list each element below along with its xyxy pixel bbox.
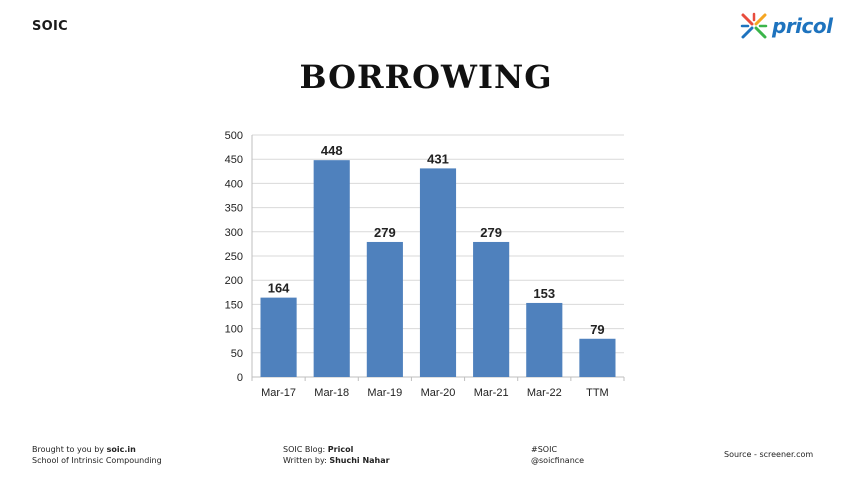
y-tick-label: 200 (224, 275, 243, 288)
brought-site-link[interactable]: soic.in (106, 445, 136, 454)
x-tick-label: Mar-18 (314, 387, 350, 399)
x-axis-ticks (261, 387, 609, 399)
blog-prefix: SOIC Blog: (283, 445, 328, 454)
y-tick-label: 350 (224, 202, 243, 215)
bar-mar-22 (526, 303, 562, 377)
data-label: 448 (320, 143, 343, 159)
blog-name: Pricol (327, 445, 354, 454)
bar-mar-19 (367, 242, 403, 377)
brand-label: SOIC (32, 19, 68, 34)
x-tick-label: Mar-17 (261, 387, 296, 399)
page-title: BORROWING (299, 58, 553, 96)
social-handle: @soicfinance (531, 456, 585, 465)
x-tick-label: Mar-21 (473, 387, 509, 399)
school-name: School of Intrinsic Compounding (32, 456, 162, 465)
y-axis-ticks (225, 130, 243, 384)
data-label: 279 (374, 224, 396, 240)
pricol-logo-icon (740, 12, 768, 40)
y-tick-label: 500 (224, 130, 243, 142)
bar-mar-17 (261, 298, 297, 377)
y-tick-label: 0 (236, 372, 243, 384)
data-label: 279 (480, 224, 502, 240)
borrowing-bar-chart (210, 122, 640, 412)
data-label: 79 (590, 321, 605, 337)
chart-bars (261, 160, 616, 377)
data-label: 431 (427, 151, 449, 167)
footer-blog (283, 444, 390, 466)
bar-mar-18 (314, 160, 350, 377)
hashtag: #SOIC (531, 445, 558, 454)
bar-mar-21 (473, 242, 509, 377)
y-tick-label: 400 (224, 178, 243, 191)
footer-social (531, 444, 584, 466)
y-tick-label: 100 (224, 323, 243, 336)
bar-ttm (579, 339, 615, 377)
x-tick-label: Mar-22 (526, 387, 562, 399)
brought-prefix: Brought to you by (32, 445, 107, 454)
y-tick-label: 250 (224, 251, 243, 263)
written-prefix: Written by: (283, 456, 330, 465)
data-label: 153 (533, 285, 556, 301)
x-tick-label: TTM (586, 387, 609, 399)
x-tick-label: Mar-20 (420, 387, 456, 399)
footer-source: Source - screener.com (724, 450, 814, 459)
pricol-logo-text: pricol (772, 14, 833, 38)
y-tick-label: 300 (224, 226, 243, 239)
pricol-logo (740, 12, 840, 42)
bar-mar-20 (420, 168, 456, 377)
x-tick-label: Mar-19 (367, 387, 403, 399)
y-tick-label: 50 (230, 347, 243, 360)
y-tick-label: 450 (224, 154, 243, 167)
footer-brought-by (32, 444, 162, 466)
author-name: Shuchi Nahar (329, 456, 390, 465)
y-tick-label: 150 (224, 299, 243, 312)
data-label: 164 (267, 280, 290, 296)
